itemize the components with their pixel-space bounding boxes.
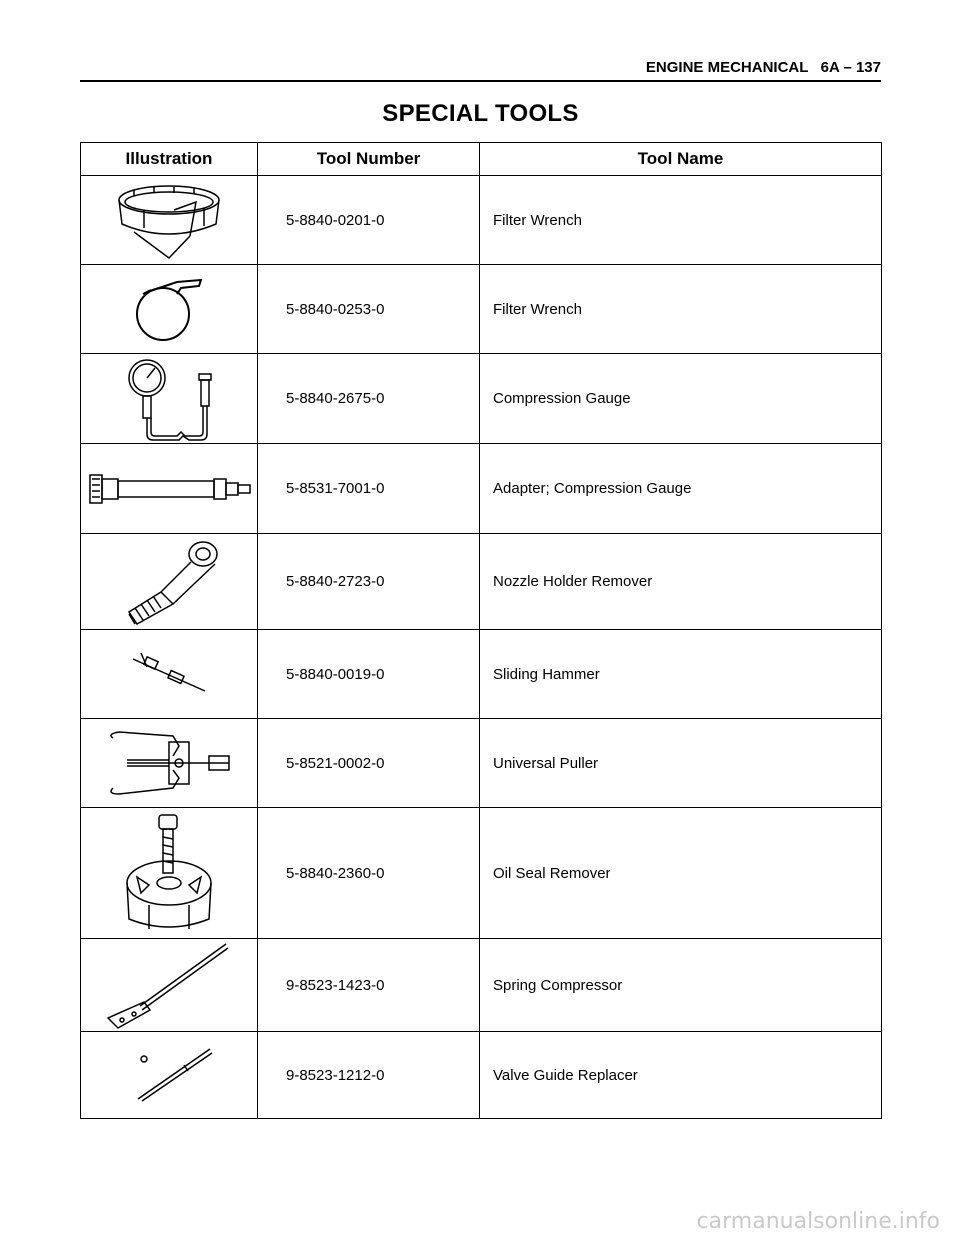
table-row [81, 939, 882, 1032]
illustration-cell [81, 444, 258, 534]
page-title: SPECIAL TOOLS [382, 100, 579, 127]
page-number: 6A – 137 [820, 59, 881, 76]
universal-puller-icon [99, 728, 239, 798]
tool-name: Adapter; Compression Gauge [480, 444, 882, 534]
table-row [81, 444, 882, 534]
illustration-cell [81, 265, 258, 354]
tool-name: Compression Gauge [480, 354, 882, 444]
tool-name: Filter Wrench [480, 176, 882, 265]
tool-number: 9-8523-1423-0 [258, 939, 480, 1032]
gauge-adapter-icon [84, 469, 254, 509]
page-header [80, 58, 881, 82]
tool-name: Nozzle Holder Remover [480, 534, 882, 630]
nozzle-holder-remover-icon [109, 536, 229, 628]
illustration-cell [81, 630, 258, 719]
watermark: carmanualsonline.info [696, 1209, 940, 1234]
tool-number: 5-8840-2360-0 [258, 808, 480, 939]
column-header-tool-number: Tool Number [258, 143, 480, 176]
illustration-cell [81, 176, 258, 265]
table-row [81, 265, 882, 354]
tool-name: Filter Wrench [480, 265, 882, 354]
table-row [81, 808, 882, 939]
valve-guide-replacer-icon [124, 1045, 214, 1105]
tool-name: Sliding Hammer [480, 630, 882, 719]
tool-number: 5-8840-0253-0 [258, 265, 480, 354]
illustration-cell [81, 1032, 258, 1119]
table-row [81, 630, 882, 719]
table-header-row [81, 143, 882, 176]
tool-number: 5-8521-0002-0 [258, 719, 480, 808]
column-header-tool-name: Tool Name [480, 143, 882, 176]
filter-wrench-band-icon [114, 180, 224, 260]
special-tools-table [80, 142, 882, 1119]
filter-wrench-strap-icon [129, 274, 209, 344]
column-header-illustration: Illustration [81, 143, 258, 176]
sliding-hammer-icon [129, 649, 209, 699]
tool-number: 5-8531-7001-0 [258, 444, 480, 534]
table-row [81, 534, 882, 630]
oil-seal-remover-icon [119, 811, 219, 935]
tool-name: Spring Compressor [480, 939, 882, 1032]
spring-compressor-icon [104, 940, 234, 1030]
illustration-cell [81, 719, 258, 808]
illustration-cell [81, 534, 258, 630]
tool-name: Universal Puller [480, 719, 882, 808]
tool-name: Valve Guide Replacer [480, 1032, 882, 1119]
illustration-cell [81, 939, 258, 1032]
table-row [81, 719, 882, 808]
table-row [81, 176, 882, 265]
tool-number: 5-8840-0201-0 [258, 176, 480, 265]
tool-number: 5-8840-0019-0 [258, 630, 480, 719]
table-row [81, 354, 882, 444]
table-row [81, 1032, 882, 1119]
illustration-cell [81, 808, 258, 939]
compression-gauge-icon [119, 356, 219, 442]
tool-number: 9-8523-1212-0 [258, 1032, 480, 1119]
tool-name: Oil Seal Remover [480, 808, 882, 939]
tool-number: 5-8840-2723-0 [258, 534, 480, 630]
tool-number: 5-8840-2675-0 [258, 354, 480, 444]
illustration-cell [81, 354, 258, 444]
section-title: ENGINE MECHANICAL [645, 59, 809, 76]
